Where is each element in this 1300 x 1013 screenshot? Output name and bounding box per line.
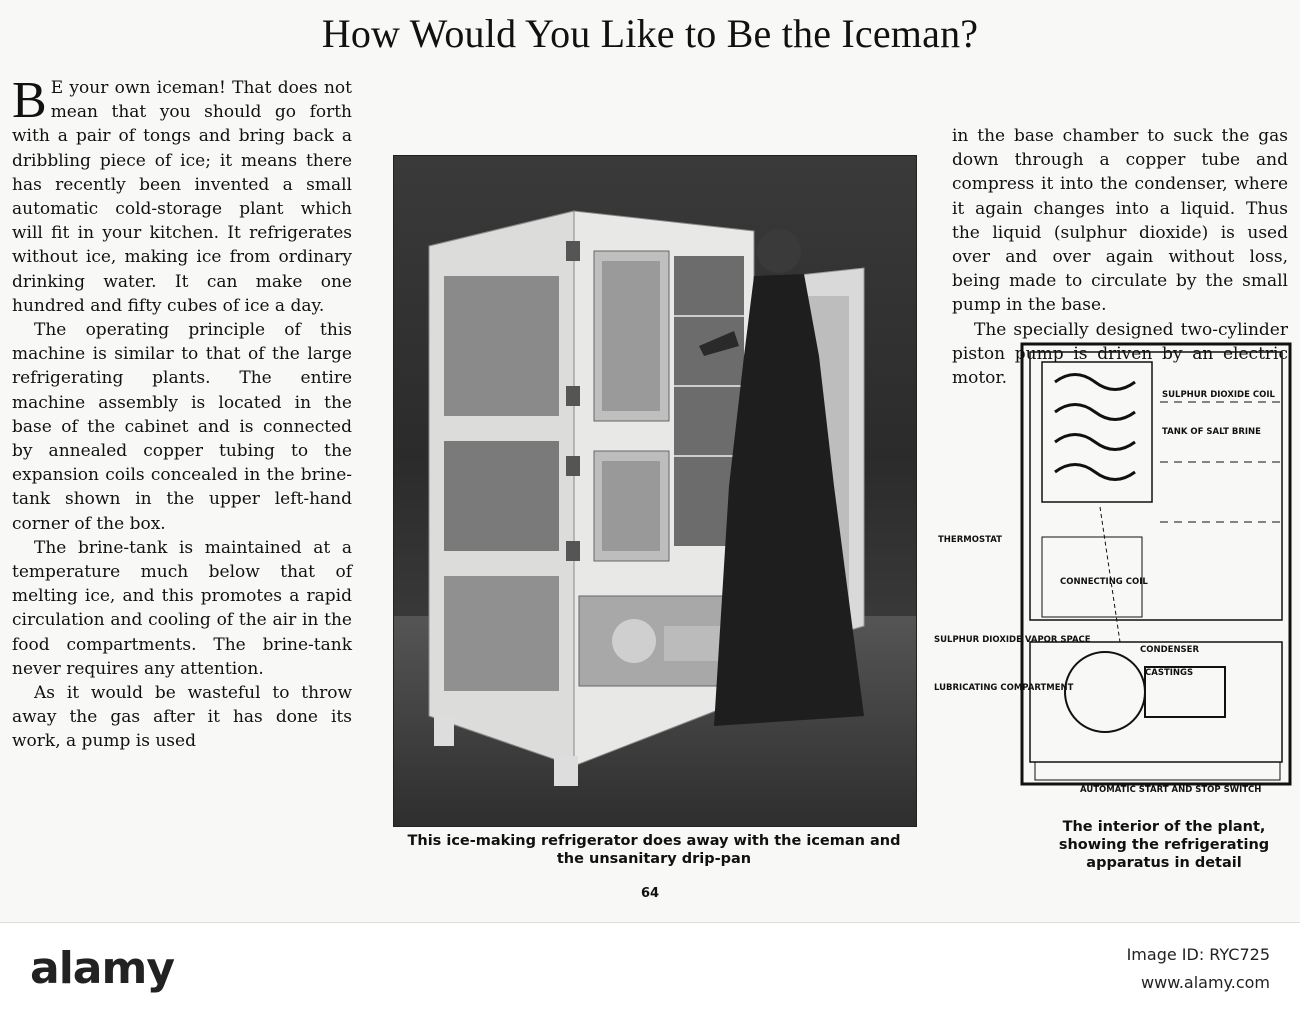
alamy-logo: alamy [30,943,174,994]
paragraph-2: The operating principle of this machine is similar to that of the large refrigerating plants. The entire machine assembly is located in the base of the cabinet and is connected by annealed copper tubing to the expansion coils concealed in the brine-tank shown in the upper left-hand corner of the box. [12,320,352,534]
refrigerator-illustration [394,156,916,826]
site-url: www.alamy.com [1141,973,1270,992]
paragraph-5: The specially designed two-cylinder piston pump is driven by an electric motor. [952,319,1288,389]
diagram-illustration [930,342,1300,802]
label-brine-tank: TANK OF SALT BRINE [1162,427,1261,437]
label-vapor-space: SULPHUR DIOXIDE VAPOR SPACE [934,635,1091,645]
article-title: How Would You Like to Be the Iceman? [321,11,979,56]
image-id: Image ID: RYC725 [1126,945,1270,964]
photo-caption: This ice-making refrigerator does away with the iceman and the unsanitary drip-pan [407,833,901,867]
label-sulphur-coil: SULPHUR DIOXIDE COIL [1162,390,1275,400]
label-castings: CASTINGS [1145,668,1194,678]
label-switch: AUTOMATIC START AND STOP SWITCH [1080,785,1262,795]
drop-cap: B [12,72,47,129]
paragraph-1-text: E your own iceman! That does not mean that you should go forth with a pair of tongs and bring back a dribbling piece of ice; it means there has recently been invented a small automatic cold-storage plant which will fit in your kitchen. It refrigerates without ice, making ice from ordinary drinking water. It can make one hundred and fifty cubes of ice a day. [12,78,352,316]
label-connecting-coil: CONNECTING COIL [1060,577,1148,587]
refrigeration-diagram [930,342,1300,802]
label-condenser: CONDENSER [1140,645,1200,655]
page-number: 64 [640,886,660,901]
label-lubricating: LUBRICATING COMPARTMENT [934,683,1074,693]
left-column [12,72,352,754]
paragraph-3: The brine-tank is maintained at a temperature much below that of melting ice, and this promotes a rapid circulation and cooling of the air in the food compartments. The brine-tank never requires any attention. [12,537,352,679]
paragraph-4a: As it would be wasteful to throw away the gas after it has done its work, a pump is used [12,683,352,752]
diagram-caption: The interior of the plant, showing the refrigerating apparatus in detail [1058,819,1270,871]
refrigerator-photo [393,155,917,827]
paragraph-1 [12,72,352,318]
label-thermostat: THERMOSTAT [938,535,1002,545]
paragraph-4b: in the base chamber to suck the gas down through a copper tube and compress it into the condenser, where it again changes into a liquid. Thus the liquid (sulphur dioxide) is used over and over again without loss, being made to circulate by the small pump in the base. [952,126,1288,316]
watermark-footer [0,922,1300,1013]
